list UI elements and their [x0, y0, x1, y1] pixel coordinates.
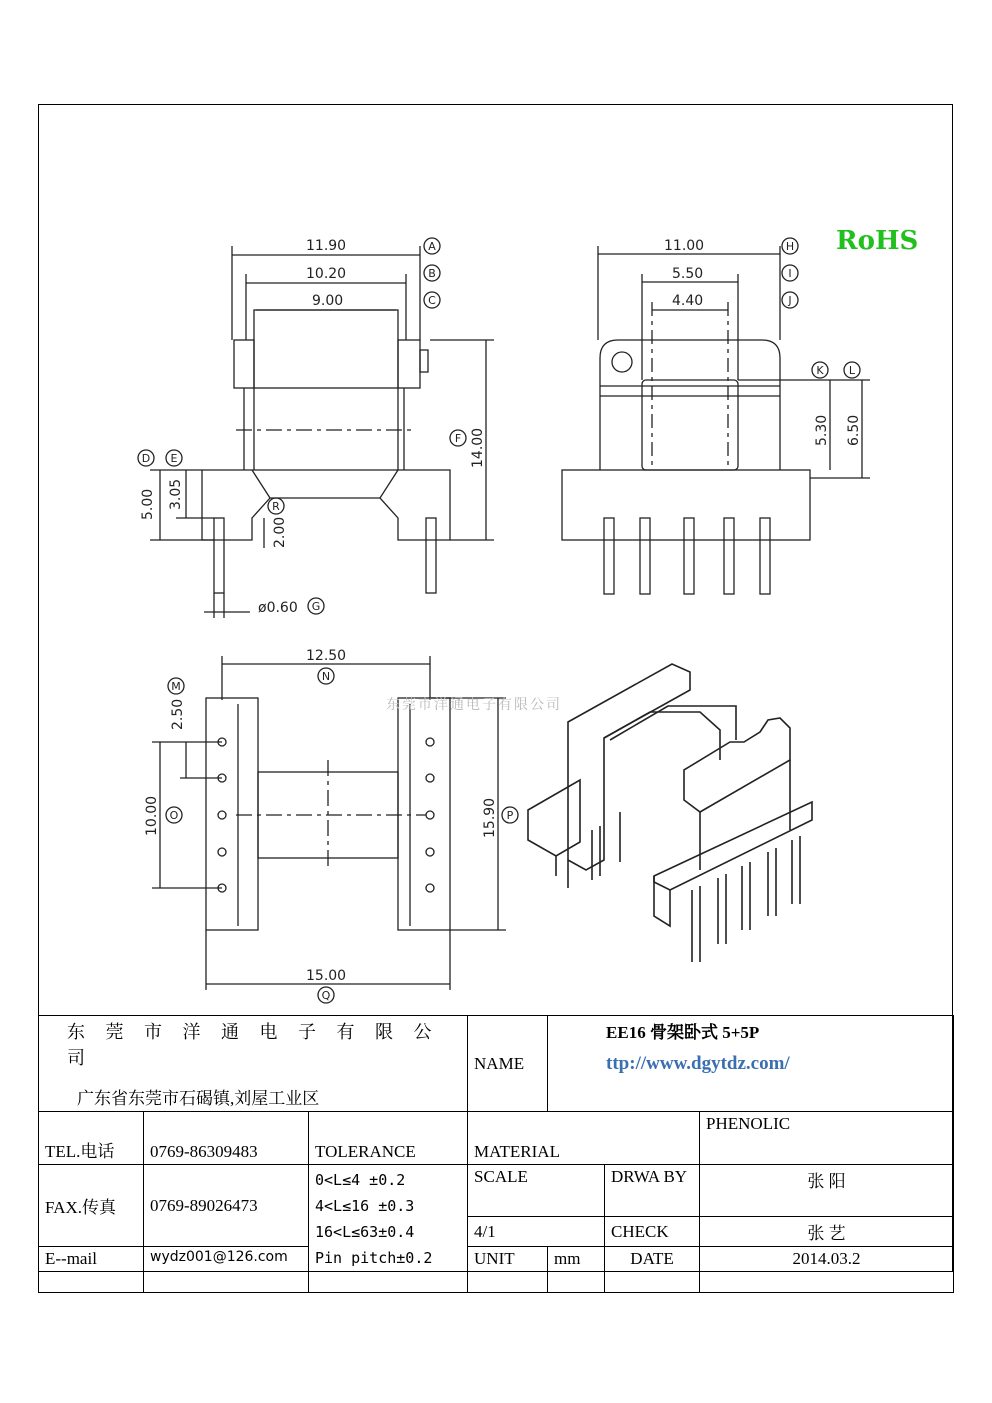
- dim-O-value: 10.00: [144, 795, 160, 836]
- rohs-mark: RoHS: [836, 226, 919, 256]
- dimension-values: [140, 238, 862, 984]
- tel-label: TEL.电话: [39, 1112, 144, 1165]
- name-cell: [548, 1016, 954, 1112]
- material-label: MATERIAL: [468, 1112, 700, 1165]
- dim-B-value: 10.20: [306, 266, 347, 282]
- dim-I-value: 5.50: [672, 266, 704, 282]
- tel-value: 0769-86309483: [144, 1112, 309, 1165]
- scale-value: 4/1: [468, 1217, 605, 1247]
- dim-Q-value: 15.00: [306, 968, 347, 984]
- marker-h-label: H: [785, 240, 795, 253]
- tolerance-row: Pin pitch±0.2: [315, 1249, 433, 1267]
- marker-k-label: K: [816, 364, 824, 377]
- drawn-value: 张 阳: [700, 1165, 954, 1217]
- date-value: 2014.03.2: [700, 1247, 954, 1293]
- marker-o-label: O: [169, 809, 179, 822]
- marker-d-label: D: [141, 452, 151, 465]
- marker-p-label: P: [506, 809, 514, 822]
- tolerance-row: 0<L≤4 ±0.2: [315, 1171, 406, 1189]
- front-left-flange-tab: [234, 340, 254, 388]
- marker-g-label: G: [311, 600, 321, 613]
- company-cell: [39, 1016, 468, 1112]
- top-view-left-flange: [206, 698, 258, 930]
- dim-H-value: 11.00: [664, 238, 705, 254]
- front-right-flange-tab: [398, 340, 420, 388]
- unit-value: mm: [548, 1247, 605, 1293]
- check-label: CHECK: [605, 1217, 700, 1247]
- unit-label: UNIT: [468, 1247, 548, 1293]
- name-label: NAME: [468, 1016, 548, 1112]
- dim-J-value: 4.40: [672, 293, 704, 309]
- dim-K-value: 5.30: [814, 414, 830, 446]
- marker-e-label: E: [170, 452, 178, 465]
- dim-P-value: 15.90: [482, 797, 498, 838]
- check-value: 张 艺: [700, 1217, 954, 1247]
- dim-E-value: 3.05: [168, 478, 184, 510]
- marker-l-label: L: [848, 364, 856, 377]
- dim-F-value: 14.00: [470, 427, 486, 468]
- scale-label: SCALE: [468, 1165, 605, 1217]
- marker-n-label: N: [321, 670, 331, 683]
- dim-N-value: 12.50: [306, 648, 347, 664]
- dim-L-value: 6.50: [846, 414, 862, 446]
- reference-markers: [138, 238, 860, 1003]
- tolerance-row: 4<L≤16 ±0.3: [315, 1197, 415, 1215]
- dim-D-value: 5.00: [140, 488, 156, 520]
- top-view-right-flange: [398, 698, 450, 930]
- marker-a-label: A: [428, 240, 436, 253]
- company-address: 广东省东莞市石碣镇,刘屋工业区: [77, 1089, 320, 1108]
- side-view-hole: [612, 352, 632, 372]
- part-name: EE16 骨架卧式 5+5P: [606, 1023, 760, 1042]
- watermark-text: 东莞市洋通电子有限公司: [386, 697, 562, 713]
- company-name: 东 莞 市 洋 通 电 子 有 限 公 司: [67, 1022, 440, 1068]
- date-label: DATE: [605, 1247, 700, 1293]
- website-link[interactable]: ttp://www.dgytdz.com/: [606, 1053, 790, 1074]
- dim-G-value: ø0.60: [258, 600, 298, 616]
- marker-c-label: C: [428, 294, 436, 307]
- material-value: PHENOLIC: [700, 1112, 954, 1165]
- dim-M-value: 2.50: [170, 698, 186, 730]
- email-value[interactable]: wydz001@126.com: [144, 1247, 309, 1293]
- dim-R-value: 2.00: [272, 516, 288, 548]
- tolerance-label: TOLERANCE: [309, 1112, 468, 1165]
- fax-label: FAX.传真: [39, 1165, 144, 1247]
- marker-f-label: F: [454, 432, 462, 445]
- email-label: E--mail: [39, 1247, 144, 1293]
- title-block: [38, 1015, 954, 1293]
- marker-r-label: R: [272, 500, 280, 513]
- marker-b-label: B: [428, 267, 436, 280]
- drawn-label: DRWA BY: [605, 1165, 700, 1217]
- tolerance-row: 16<L≤63±0.4: [315, 1223, 415, 1241]
- marker-j-label: J: [788, 294, 792, 307]
- dim-C-value: 9.00: [312, 293, 344, 309]
- fax-value: 0769-89026473: [144, 1165, 309, 1247]
- marker-i-label: I: [788, 267, 792, 280]
- dim-A-value: 11.90: [306, 238, 347, 254]
- isometric-view: [528, 664, 812, 962]
- tolerance-table: [309, 1165, 468, 1293]
- marker-q-label: Q: [321, 989, 331, 1002]
- marker-m-label: M: [171, 680, 181, 693]
